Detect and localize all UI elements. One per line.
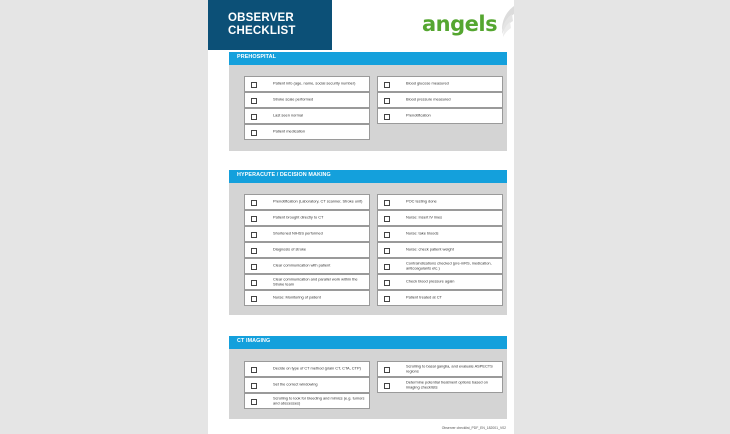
check-item: Scrolling to look for bleeding and mimics (e.g. tumors and abscesses) <box>244 393 370 409</box>
checklist-page <box>208 0 514 434</box>
checkbox[interactable] <box>251 280 257 286</box>
checkbox[interactable] <box>384 114 390 120</box>
checkbox[interactable] <box>251 200 257 206</box>
check-item: Set the correct windowing <box>244 377 370 393</box>
logo-text: angels <box>422 12 498 36</box>
check-item: Clear communication and parallel work within the Stroke team <box>244 274 370 290</box>
check-item: Patient brought directly to CT <box>244 210 370 226</box>
checkbox[interactable] <box>251 216 257 222</box>
checkbox[interactable] <box>384 232 390 238</box>
checkbox[interactable] <box>384 200 390 206</box>
check-item: Nurse: check patient weight <box>377 242 503 258</box>
title-block <box>208 0 332 50</box>
checkbox[interactable] <box>384 367 390 373</box>
checkbox[interactable] <box>384 248 390 254</box>
check-item: Nurse: Monitoring of patient <box>244 290 370 306</box>
section-header-prehospital: PREHOSPITAL <box>229 52 507 65</box>
checkbox[interactable] <box>251 130 257 136</box>
checkbox[interactable] <box>251 248 257 254</box>
section-hyperacute <box>229 183 507 315</box>
check-item: Check blood pressure again <box>377 274 503 290</box>
checkbox[interactable] <box>251 114 257 120</box>
checkbox[interactable] <box>251 232 257 238</box>
check-item: Stroke scale performed <box>244 92 370 108</box>
checkbox[interactable] <box>384 98 390 104</box>
check-item: Patient info (age, name, social security number) <box>244 76 370 92</box>
checkbox[interactable] <box>384 216 390 222</box>
section-header-hyperacute: HYPERACUTE / DECISION MAKING <box>229 170 507 183</box>
checkbox[interactable] <box>251 399 257 405</box>
check-item: Scrolling to basal ganglia, and evaluate ASPECTS regions <box>377 361 503 377</box>
section-prehospital <box>229 65 507 151</box>
check-item: Patient treated at CT <box>377 290 503 306</box>
checkbox[interactable] <box>384 280 390 286</box>
checkbox[interactable] <box>384 296 390 302</box>
section-ct-imaging <box>229 349 507 419</box>
check-item: Decide on type of CT method (plain CT, CTA, CTP) <box>244 361 370 377</box>
section-header-ct-imaging: CT IMAGING <box>229 336 507 349</box>
footer-doc-id: Observer checklist_PDF_EN_182001_V02 <box>441 426 506 430</box>
check-item: Blood pressure measured <box>377 92 503 108</box>
checkbox[interactable] <box>384 383 390 389</box>
check-item: Prenotification <box>377 108 503 124</box>
check-item: Prenotification (Laboratory, CT scanner, Stroke unit) <box>244 194 370 210</box>
checkbox[interactable] <box>251 367 257 373</box>
checkbox[interactable] <box>384 82 390 88</box>
angels-logo <box>422 8 514 42</box>
check-item: Nurse: Insert IV lines <box>377 210 503 226</box>
check-item: Blood glucose measured <box>377 76 503 92</box>
check-item: Diagnosis of stroke <box>244 242 370 258</box>
checkbox[interactable] <box>251 98 257 104</box>
checkbox[interactable] <box>251 383 257 389</box>
page-title-line1: OBSERVER <box>228 12 294 24</box>
check-item: Shortened NIHSS performed <box>244 226 370 242</box>
checkbox[interactable] <box>251 82 257 88</box>
check-item: Patient medication <box>244 124 370 140</box>
check-item: Last seen normal <box>244 108 370 124</box>
checkbox[interactable] <box>251 296 257 302</box>
check-item: Clear communication with patient <box>244 258 370 274</box>
checkbox[interactable] <box>251 264 257 270</box>
check-item: POC testing done <box>377 194 503 210</box>
check-item: Contraindications checked (pre-mRS, medication, anticoagulants etc.) <box>377 258 503 274</box>
check-item: Nurse: take bloods <box>377 226 503 242</box>
check-item: Determine potential treatment options based on imaging checklists <box>377 377 503 393</box>
checkbox[interactable] <box>384 264 390 270</box>
page-title-line2: CHECKLIST <box>228 25 296 37</box>
